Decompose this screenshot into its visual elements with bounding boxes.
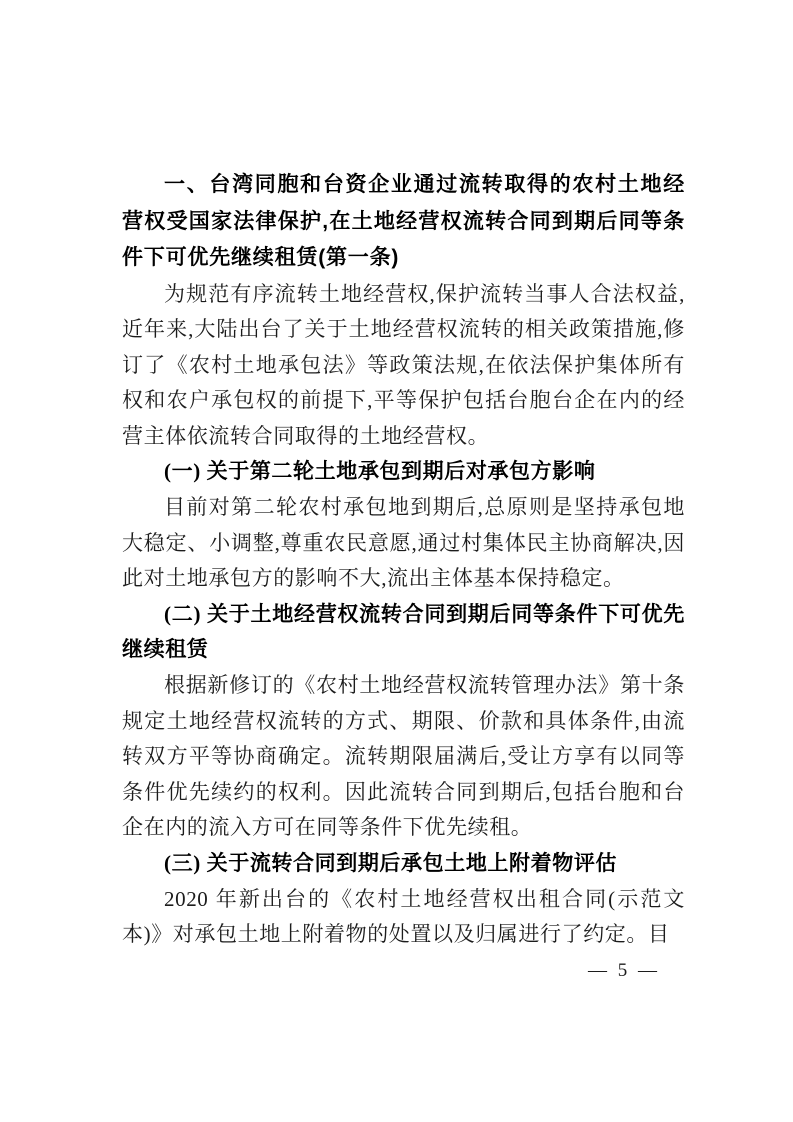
section-2-paragraph: 根据新修订的《农村土地经营权流转管理办法》第十条规定土地经营权流转的方式、期限、价款和具体条件,由流转双方平等协商确定。流转期限届满后,受让方享有以同等条件优先续约的权利。因此流转合同到期后,包括台胞和台企在内的流入方可在同等条件下优先续租。 [122,673,685,840]
document-content [122,167,685,953]
main-heading: 一、台湾同胞和台资企业通过流转取得的农村土地经营权受国家法律保护,在土地经营权流转合同到期后同等条件下可优先继续租赁(第一条) [122,173,685,269]
section-3-heading: (三) 关于流转合同到期后承包土地上附着物评估 [164,851,618,875]
page-number: — 5 — [588,960,660,981]
intro-paragraph: 为规范有序流转土地经营权,保护流转当事人合法权益,近年来,大陆出台了关于土地经营权流转的相关政策措施,修订了《农村土地承包法》等政策法规,在依法保护集体所有权和农户承包权的前提下,平等保护包括台胞台企在内的经营主体依流转合同取得的土地经营权。 [122,281,685,448]
section-1-paragraph: 目前对第二轮农村承包地到期后,总原则是坚持承包地大稳定、小调整,尊重农民意愿,通过村集体民主协商解决,因此对土地承包方的影响不大,流出主体基本保持稳定。 [122,495,685,591]
section-1-heading: (一) 关于第二轮土地承包到期后对承包方影响 [164,459,596,484]
section-2-heading: (二) 关于土地经营权流转合同到期后同等条件下可优先继续租赁 [122,601,685,662]
section-3-paragraph: 2020 年新出台的《农村土地经营权出租合同(示范文本)》对承包土地上附着物的处置以及归属进行了约定。目 [122,886,685,947]
